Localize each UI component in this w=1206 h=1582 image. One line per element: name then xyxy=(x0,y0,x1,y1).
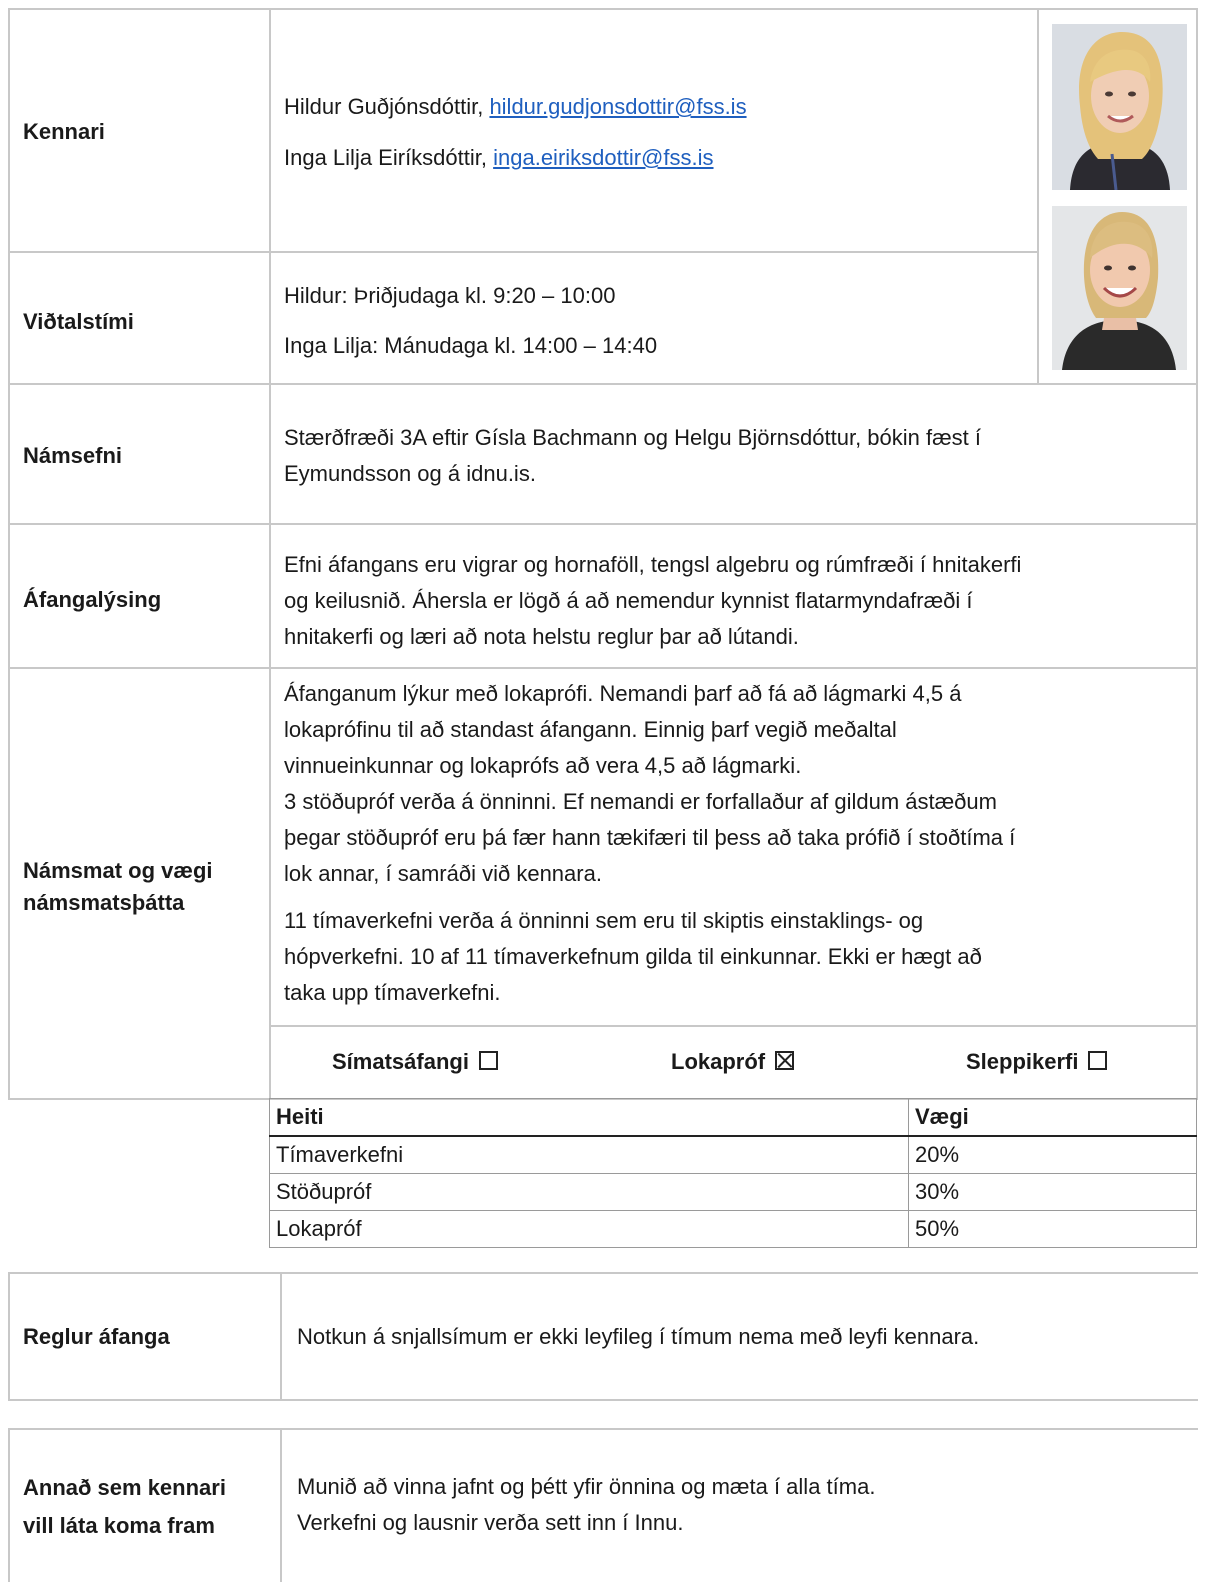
checkbox-label: Lokapróf xyxy=(671,1049,766,1074)
namsmat-label-line: Námsmat og vægi xyxy=(23,858,213,883)
vidtalstimi-line-2: Inga Lilja: Mánudaga kl. 14:00 – 14:40 xyxy=(284,333,658,358)
table-header-row xyxy=(270,1099,1197,1137)
namsmat-line: 3 stöðupróf verða á önninni. Ef nemandi er forfallaður af gildum ástæðum xyxy=(284,789,997,814)
checkbox-simatsafangi[interactable] xyxy=(332,1046,498,1078)
namsmat-line: hópverkefni. 10 af 11 tímaverkefnum gilda til einkunnar. Ekki er hægt að xyxy=(284,944,982,969)
table-border-photo xyxy=(1037,8,1039,385)
teacher-2 xyxy=(284,140,714,176)
table-border-left xyxy=(8,8,10,1100)
namsefni-text xyxy=(284,420,981,492)
teacher-1-name: Hildur Guðjónsdóttir, xyxy=(284,94,490,119)
table-border xyxy=(8,667,1198,669)
namsmat-label-line: námsmatsþátta xyxy=(23,890,185,915)
namsefni-line: Eymundsson og á idnu.is. xyxy=(284,461,536,486)
annad-border-left xyxy=(8,1428,10,1582)
namsmat-line: Áfanganum lýkur með lokaprófi. Nemandi þarf að fá að lágmarki 4,5 á xyxy=(284,681,962,706)
reglur-border-left xyxy=(8,1272,10,1401)
namsefni-label: Námsefni xyxy=(23,443,123,468)
vidtalstimi-label: Viðtalstími xyxy=(23,309,134,334)
namsmat-line: lok annar, í samráði við kennara. xyxy=(284,861,602,886)
afangalysing-line: og keilusnið. Áhersla er lögð á að nemendur kynnist flatarmyndafræði í xyxy=(284,588,973,613)
namsefni-line: Stærðfræði 3A eftir Gísla Bachmann og Helgu Björnsdóttur, bókin fæst í xyxy=(284,425,982,450)
teacher-2-photo xyxy=(1052,206,1187,370)
table-cell: 30% xyxy=(909,1174,1197,1211)
afangalysing-text xyxy=(284,547,1021,655)
namsmat-line: þegar stöðupróf eru þá fær hann tækifæri til þess að taka prófið í stoðtíma í xyxy=(284,825,1016,850)
namsmat-line: taka upp tímaverkefni. xyxy=(284,980,501,1005)
checkbox-box[interactable] xyxy=(1088,1051,1107,1070)
column-header-vaegi: Vægi xyxy=(909,1099,1197,1137)
table-row xyxy=(270,1174,1197,1211)
namsmat-line: 11 tímaverkefni verða á önninni sem eru til skiptis einstaklings- og xyxy=(284,908,924,933)
annad-border-top xyxy=(8,1428,1198,1430)
vidtalstimi-line-1: Hildur: Þriðjudaga kl. 9:20 – 10:00 xyxy=(284,283,616,308)
reglur-border-bottom xyxy=(8,1399,1198,1401)
table-cell: Tímaverkefni xyxy=(270,1136,909,1174)
teacher-1 xyxy=(284,89,747,125)
afangalysing-label: Áfangalýsing xyxy=(23,587,162,612)
column-header-heiti: Heiti xyxy=(270,1099,909,1137)
afangalysing-line: hnitakerfi og læri að nota helstu reglur þar að lútandi. xyxy=(284,624,799,649)
reglur-text: Notkun á snjallsímum er ekki leyfileg í tímum nema með leyfi kennara. xyxy=(297,1324,980,1349)
reglur-border-col xyxy=(280,1272,282,1401)
table-row xyxy=(270,1136,1197,1174)
annad-border-col xyxy=(280,1428,282,1582)
checkbox-lokaprof[interactable] xyxy=(671,1046,794,1078)
teacher-2-name: Inga Lilja Eiríksdóttir, xyxy=(284,145,494,170)
annad-label xyxy=(23,1469,226,1545)
annad-label-line: Annað sem kennari xyxy=(23,1475,226,1500)
table-border xyxy=(270,1025,1198,1027)
table-cell: Lokapróf xyxy=(270,1211,909,1248)
table-border xyxy=(8,251,1038,253)
namsmat-label xyxy=(23,855,213,919)
teacher-2-email-link[interactable]: inga.eiriksdottir@fss.is xyxy=(493,145,714,170)
namsmat-line: vinnueinkunnar og lokaprófs að vera 4,5 að lágmarki. xyxy=(284,753,802,778)
checkbox-box-checked[interactable] xyxy=(775,1051,794,1070)
annad-line: Verkefni og lausnir verða sett inn í Innu. xyxy=(297,1510,684,1535)
checkbox-box[interactable] xyxy=(479,1051,498,1070)
annad-label-line: vill láta koma fram xyxy=(23,1513,215,1538)
checkbox-sleppikerfi[interactable] xyxy=(966,1046,1107,1078)
weights-table xyxy=(269,1098,1197,1248)
annad-text xyxy=(297,1469,875,1541)
checkbox-label: Sleppikerfi xyxy=(966,1049,1079,1074)
namsmat-line: lokaprófinu til að standast áfangann. Einnig þarf vegið meðaltal xyxy=(284,717,897,742)
teacher-1-email-link[interactable]: hildur.gudjonsdottir@fss.is xyxy=(489,94,747,119)
table-border-right xyxy=(1196,8,1198,1100)
afangalysing-line: Efni áfangans eru vigrar og hornaföll, tengsl algebru og rúmfræði í hnitakerfi xyxy=(284,552,1022,577)
table-border xyxy=(8,383,1198,385)
namsmat-paragraph-2 xyxy=(284,903,982,1011)
table-border xyxy=(8,523,1198,525)
table-cell: 50% xyxy=(909,1211,1197,1248)
annad-line: Munið að vinna jafnt og þétt yfir önnina og mæta í alla tíma. xyxy=(297,1474,876,1499)
table-border-top xyxy=(8,8,1198,10)
table-row xyxy=(270,1211,1197,1248)
checkbox-label: Símatsáfangi xyxy=(332,1049,469,1074)
kennari-label: Kennari xyxy=(23,119,105,144)
reglur-label: Reglur áfanga xyxy=(23,1324,170,1349)
table-border-col xyxy=(269,8,271,1100)
reglur-border-top xyxy=(8,1272,1198,1274)
table-cell: Stöðupróf xyxy=(270,1174,909,1211)
table-cell: 20% xyxy=(909,1136,1197,1174)
namsmat-paragraph-1 xyxy=(284,676,1015,892)
teacher-1-photo xyxy=(1052,24,1187,190)
